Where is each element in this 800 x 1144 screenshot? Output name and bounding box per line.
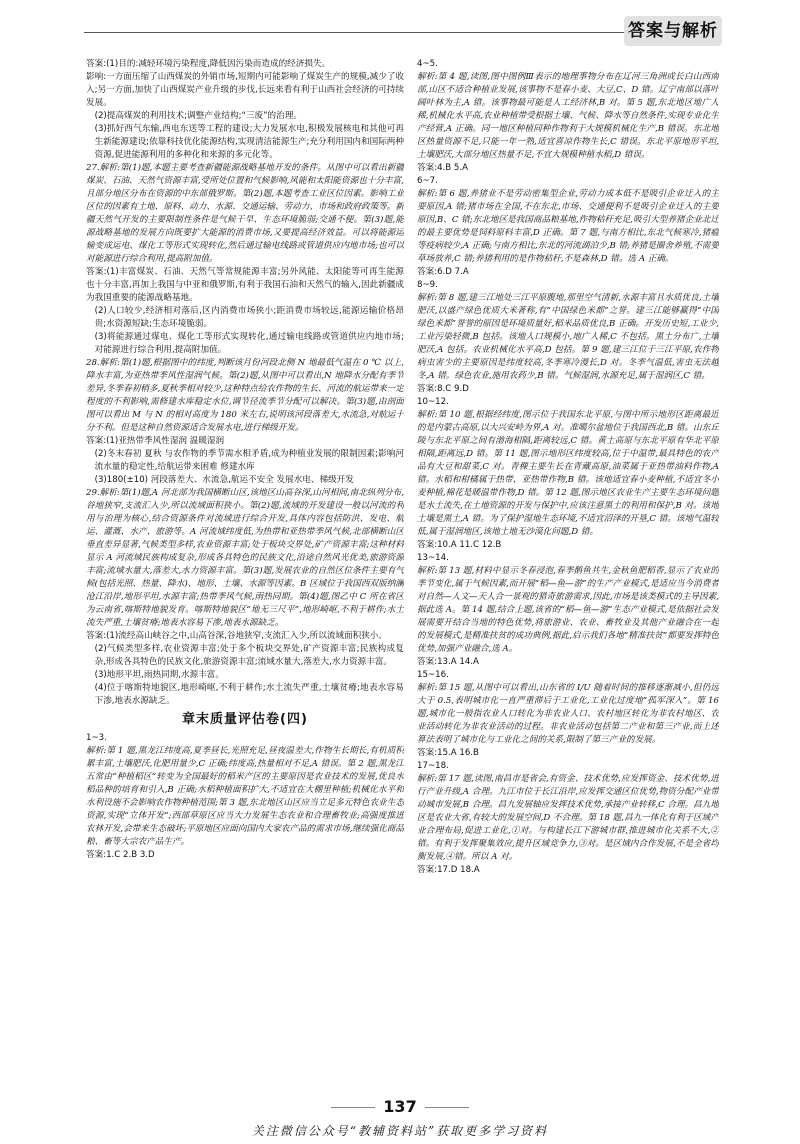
q13-14-number: 13~14.: [417, 553, 449, 563]
right-column: [417, 58, 719, 1092]
q29-answer-2: (2)气候类型多样,农业资源丰富;处于多个板块交界处,矿产资源丰富;民族构成复杂,形成各具特色的民族文化,旅游资源丰富;流域水量大,落差大,水力资源丰富。: [94, 644, 404, 667]
footer-note: 关注微信公众号“教辅资料站”获取更多学习资料: [251, 1124, 549, 1138]
section-title: 章末质量评估卷(四): [182, 712, 308, 727]
q27-analysis: 27.解析:第(1)题,本题主要考查新疆能源战略基地开发的条件。从图中可以看出新疆煤炭、石油、天然气资源丰富,受所处位置和气候影响,风能和太阳能资源也十分丰富,且部分地区分布在资源的中东部俄罗斯。第(2)题,本题考查工业区位因素。影响工业区位的因素有土地、原料、动力、水源、交通运输、劳动力、市场和政府政策等。新疆天然气开发的主要限制性条件是气候干旱、生态环境脆弱;交通不便。第(3)题,能源战略基地的发展方向既要扩大能源的消费市场,又要提高经济效益。可以将能源运输变成运电、煤化工等形式实现转化,然后通过输电线路或管道供应内地市场;也可以对能源进行综合利用,提高附加值。: [86, 163, 404, 264]
q1-3-analysis: 解析:第 1 题,黑龙江纬度高,夏季昼长,光照充足,昼夜温差大,作物生长期长,有机质积累丰富,土壤肥沃,化肥用量少,C 正确;纬度高,热量相对不足,A 错误。第 2 题,黑龙江五常由“种植稻区”转变为全国最好的稻米产区的主要原因是农业技术的发展,优良水稻品种的培育和引入,B 正确;水稻种植面积扩大,不适宜在大棚里种植;机械化水平和水利设施不会影响农作物种植范围;第 3 题,东北地区山区应当立足多元特色农业生态资源,实现“立体开发”;西部草原区应当大力发展生态农业和合理畜牧业;高强度推进农林开发,会带来生态破坏;平原地区应面向国内大家农产品的需求市场,继续强化商品粮、畜等大宗农产品生产。: [86, 746, 404, 847]
page-number-dash-right: [425, 1107, 469, 1108]
q26-answer-3: (3)抓好西气东输,西电东送等工程的建设;大力发展水电,积极发展核电和其他可再生新能源建设;依靠科技优化能源结构,实现清洁能源生产;充分利用国内和国际两种资源,促进能源利用的多种化和来源的多元化等。: [94, 124, 404, 160]
q13-14-analysis: 解析:第 13 题,材料中显示冬春浸泡,春季鹅鱼共生,金秋鱼肥稻香,显示了农业的季节变化,属于气候因素,而开展“稻—鱼—游”的生产产业模式,是适应当今消费者对自然—人文—天人合一景观的猎奇旅游需求,因此,市场是该类模式的主导因素,据此选 A。第 14 题,结合上题,该省的“稻—鱼—游”生态产业模式,是依据社会发展需要开结合当地的特色优势,将旅游业、农业、畜牧业及其他产业融合在一起的发展模式,是精准扶贫的成功典例,据此,启示我们各地“精准扶贫”都要发挥特色优势,加强产业融合,选 A。: [417, 566, 719, 654]
q6-7-analysis: 解析:第 6 题,养猪业不是劳动密集型企业,劳动力成本低不是吸引企业迁入的主要原因,A 错;猪市场在全国,不在东北,市场、交通便利不是吸引企业迁入的主要原因,B、C 错;东北地区是我国商品粮基地,作物秸秆充足,吸引大型养猪企业北迁的最主要优势是饲料原料丰富,D 正确。第 7 题,与南方相比,东北气候寒冷,猪瘟等疫病较少,A 正确;与南方相比,东北的河流湖泊少,B 错;养猪是圈舍养殖,不需要草场放养,C 错;养猪利用的是作物秸秆,不是森林,D 错。选 A 正确。: [417, 189, 719, 264]
q28-analysis: 28.解析:第(1)题,根据图中的纬度,判断该月份河段北侧 N 地最低气温在 0 ℃ 以上,降水丰富,为亚热带季风性湿润气候。第(2)题,从图中可以看出,N 地降水分配有季节差异,冬季春初稍多,夏秋季相对较少,这种特点给农作物的生长、河流的航运带来一定程度的不利影响,需修建水库稳定水位,调节径流季节分配可以解决。第(3)题,由剖面图可以看出 M 与 N 的相对高度为 180 米左右,说明该河段落差大,水流急,对航运十分不利。但是这种自然资源适合发展水电,进行梯级开发。: [86, 358, 404, 433]
q10-12-answer: 答案:10.A 11.C 12.B: [417, 540, 502, 550]
left-column: [86, 58, 404, 1092]
q13-14-answer: 答案:13.A 14.A: [417, 657, 479, 667]
q10-12-analysis: 解析:第 10 题,根据经纬度,图示位于我国东北平原,与图中所示地形区距离最近的是内蒙古高原,以大兴安岭为界,A 对。准噶尔盆地位于我国西北,B 错。山东丘陵与东北平原之间有渤海相隔,距离较远,C 错。黄土高原与东北平原有华北平原相隔,距离远,D 错。第 11 题,图示地形区纬度较高,位于中温带,最具特色的农产品有大豆和甜菜,C 对。青稞主要生长在青藏高原,油菜属于亚热带油料作物,A 错。水稻和柑橘属于热带、亚热带作物,B 错。该地适宜春小麦种植,不适宜冬小麦种植,棉花是暖温带作物,D 错。第 12 题,图示地区农业生产主要生态环境问题是水土流失,在土地资源的开发与保护中,应该注意黑土的利用和保护,B 对。该地土壤是黑土,A 错。为了保护湿地生态环境,不适宜沼泽的开垦,C 错。该地气温较低,属于湿润地区,该地土地无沙漠化问题,D 错。: [417, 410, 719, 537]
q8-9-answer: 答案:8.C 9.D: [417, 384, 469, 394]
q15-16-number: 15~16.: [417, 670, 449, 680]
q10-12-number: 10~12.: [417, 397, 449, 407]
q17-18-number: 17~18.: [417, 761, 449, 771]
q4-5-number: 4~5.: [417, 59, 438, 69]
q17-18-analysis: 解析:第 17 题,读图,南昌市是省会,有资金、技术优势,应发挥资金、技术优势,进行产业升级,A 合理。九江市位于长江沿岸,应发挥交通区位优势,物资分配产业带动城市发展,B 合理。昌九发展轴应发挥技术优势,承接产业转移,C 合理。昌九地区是农业大省,有较大的发展空间,D 不合理。第 18 题,昌九一体化有利于区域产业合理布局,促进工业化,①对。与构建长江下游城市群,推进城市化关系不大,②错。有利于发挥聚集效应,提升区域竞争力,③对。是区域内合作发展,不是全省均衡发展,④错。所以 A 对。: [417, 774, 719, 862]
q29-answer-1: 答案:(1)流经高山峡谷之中,山高谷深,谷地狭窄,支流汇入少,所以流域面积狭小。: [86, 631, 387, 641]
q28-answer-3: (3)180(±10) 河段落差大、水流急,航运不安全 发展水电、梯级开发: [94, 475, 354, 485]
header-tag: 答案与解析: [624, 16, 722, 46]
page-number-text: 137: [383, 1097, 417, 1116]
q8-9-number: 8~9.: [417, 280, 438, 290]
q26-answer: 答案:(1)目的:减轻环境污染程度,降低因污染而造成的经济损失。: [86, 59, 331, 69]
q28-answer-2: (2)冬末春初 夏秋 与农作物的季节需水相矛盾,成为种植业发展的限制因素;影响河流水量的稳定性,给航运带来困难 修建水库: [94, 449, 404, 472]
page-header: [0, 0, 800, 52]
q27-answer-2: (2)人口较少,经济相对落后,区内消费市场狭小;距消费市场较远,能源运输价格昂贵;水资源短缺;生态环境脆弱。: [94, 306, 404, 329]
q1-3-answer: 答案:1.C 2.B 3.D: [86, 850, 155, 860]
page-number-dash-left: [331, 1107, 375, 1108]
header-rule: [84, 32, 624, 33]
q29-answer-3: (3)地形平坦,雨热同期,水源丰富。: [94, 670, 224, 680]
q28-answer-1: 答案:(1)亚热带季风性湿润 温暖湿润: [86, 436, 225, 446]
q4-5-answer: 答案:4.B 5.A: [417, 163, 468, 173]
q27-answer-3: (3)将能源通过煤电、煤化工等形式实现转化,通过输电线路或管道供应内地市场;对能源进行综合利用,提高附加值。: [94, 332, 404, 355]
q1-3-number: 1~3.: [86, 733, 107, 743]
q27-answer-1: 答案:(1)丰富煤炭、石油、天然气等常规能源丰富;另外风能、太阳能等可再生能源也十分丰富,再加上我国与中亚和俄罗斯,有利于我国石油和天然气的输入,因此新疆成为我国重要的能源战略基地。: [86, 267, 404, 303]
q15-16-answer: 答案:15.A 16.B: [417, 748, 479, 758]
q6-7-number: 6~7.: [417, 176, 438, 186]
q15-16-analysis: 解析:第 15 题,从图中可以看出,山东省的 I/U 随着时间的推移逐渐减小,但仍远大于 0.5,表明城市化一直严重滞后于工业化,工业化过度地“孤军深入”。第 16 题,城市化一般指农业人口转化为非农业人口、农村地区转化为非农村地区、农业活动转化为非农业活动的过程。非农业活动包括第二产业和第三产业,而上述算法表明了城市化与工业化之间的关系,限制了第三产业的发展。: [417, 683, 719, 745]
q6-7-answer: 答案:6.D 7.A: [417, 267, 469, 277]
q17-18-answer: 答案:17.D 18.A: [417, 865, 480, 875]
q26-answer-2: (2)提高煤炭的利用技术;调整产业结构;“三废”的治理。: [94, 111, 302, 121]
q8-9-analysis: 解析:第 8 题,建三江地处三江平原腹地,那里空气清新,水源丰富且水质优良,土壤肥沃,以盛产绿色优质大米著称,有“中国绿色米都”之誉。建三江能够赢得“中国绿色米都”誉誉的原因是环境质量好,稻米品质优良,B 正确。开发历史短,工业少,工业污染轻微,B 包括。该地人口规模小,地广人稀,C 不包括。黑土分布广,土壤肥沃,A 包括。农业机械化水平高,D 包括。第 9 题,建三江位于三江平原,农作物病虫害少的主要原因是纬度较高,冬季寒冷漫长,D 对。冬季气温低,害虫无法越冬,A 错。绿色农业,施用农药少,B 错。气候湿润,水源充足,属于湿润区,C 错。: [417, 293, 719, 381]
page-number: [0, 1097, 800, 1116]
q29-analysis: 29.解析:第(1)题,A 河北部为我国横断山区,该地区山高谷深,山河相间,南北纵列分布,谷地狭窄,支流汇入少,所以流域面积狭小。第(2)题,流域的开发建设一般以河流的利用与治理为核心,结合资源条件对流域进行综合开发,具体内容包括防洪、发电、航运、灌溉、水产、旅游等。A 河流域纬度低,为热带和亚热带季风气候,北部横断山区垂直差异显著,气候类型多样,农业资源丰富;处于板块交界处,矿产资源丰富;这种材料显示 A 河流域民族构成复杂,形成各具特色的民族文化,沿途自然风光优美,旅游资源丰富;流域水量大,落差大,水力资源丰富。第(3)题,发展农业的自然区位条件主要有气候(包括光照、热量、降水)、地形、土壤、水源等因素。B 区域位于我国西双版纳澜沧江沿岸,地形平坦,水源丰富;热带季风气候,雨热同期。第(4)题,图乙中 C 所在省区为云南省,喀斯特地貌发育。喀斯特地貌区“地无三尺平”,地形崎岖,不利于耕作;水土流失严重,土壤贫瘠;地表水容易下渗,地表水源缺乏。: [86, 488, 404, 628]
q26-impact: 影响:一方面压缩了山西煤炭的外销市场,短期内可能影响了煤炭生产的规模,减少了收入;另一方面,加快了山西煤炭产业升级的步伐,长远来看有利于山西社会经济的可持续发展。: [86, 72, 404, 108]
q29-answer-4: (4)位于喀斯特地貌区,地形崎岖,不利于耕作;水土流失严重,土壤贫瘠;地表水容易下渗,地表水源缺乏。: [94, 683, 404, 706]
q4-5-analysis: 解析:第 4 题,读图,图中图例Ⅲ表示的地理事物分布在辽河三角洲或长白山西南部,山区不适合种植业发展,该事物不是春小麦、大豆,C、D 错。辽宁南部以落叶阔叶林为主,A 错。该事物最可能是人工经济林,B 对。第 5 题,东北地区地广人稀,机械化水平高,农业种植带受根据土壤、气候、降水等自然条件,实现专业化生产经营,A 正确。同一地区种植同种作物利于大规模机械化生产,B 错误。东北地区热量资源不足,只能一年一熟,适宜喜凉作物生长,C 错误。东北平原地形平坦,土壤肥沃,大部分地区热量不足,不宜大规模种植水稻,D 错误。: [417, 72, 719, 160]
